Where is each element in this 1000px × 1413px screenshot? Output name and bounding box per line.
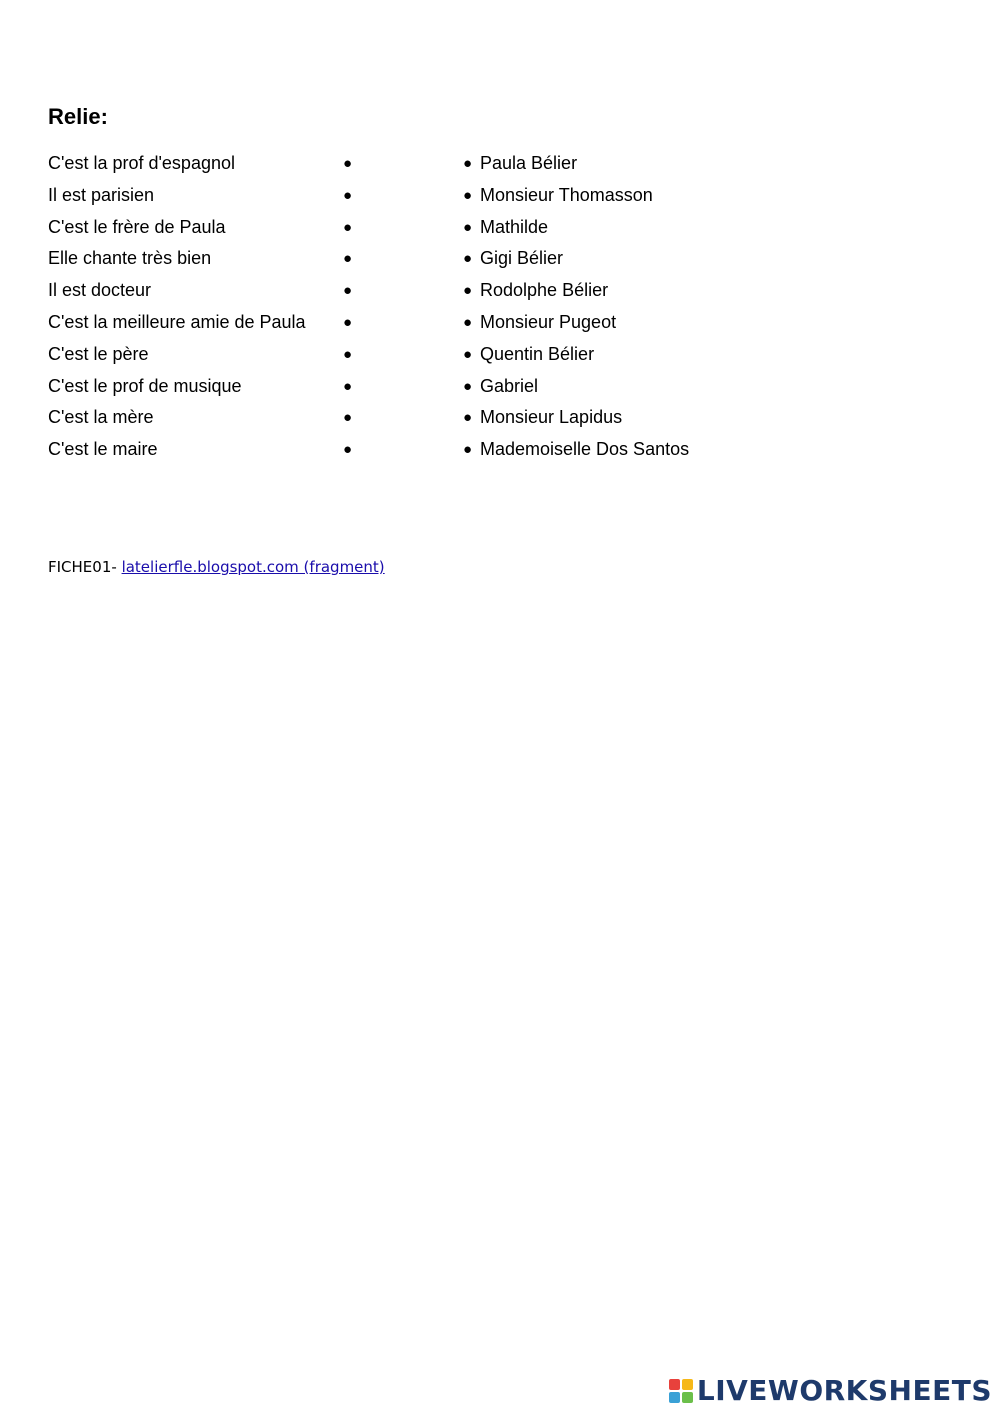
matching-row (0, 148, 1000, 180)
right-character-name: Monsieur Thomasson (480, 184, 653, 205)
left-connector-dot[interactable]: ● (343, 377, 353, 395)
right-connector-dot[interactable]: ● (463, 377, 473, 395)
left-statement: C'est le frère de Paula (48, 216, 226, 237)
left-connector-dot[interactable]: ● (343, 218, 353, 236)
left-connector-dot[interactable]: ● (343, 155, 353, 172)
right-character-name: Rodolphe Bélier (480, 280, 609, 301)
right-character-name: Quentin Bélier (480, 343, 595, 364)
liveworksheets-logo-icon (669, 1379, 693, 1403)
left-connector-dot[interactable]: ● (343, 345, 353, 363)
left-statement: Il est parisien (48, 184, 155, 205)
worksheet-title: Relie: (48, 104, 108, 129)
right-connector-dot[interactable]: ● (463, 409, 473, 427)
matching-row (0, 307, 1000, 339)
left-statement: Il est docteur (48, 280, 152, 301)
left-statement: C'est la mère (48, 407, 154, 428)
source-credit (48, 558, 385, 576)
matching-row (0, 243, 1000, 275)
right-character-name: Paula Bélier (480, 153, 578, 173)
right-connector-dot[interactable]: ● (463, 345, 473, 363)
matching-row (0, 180, 1000, 212)
logo-tile-green (682, 1392, 693, 1403)
right-connector-dot[interactable]: ● (463, 155, 473, 172)
matching-row (0, 212, 1000, 244)
right-connector-dot[interactable]: ● (463, 441, 473, 459)
right-character-name: Gabriel (480, 375, 539, 396)
right-connector-dot[interactable]: ● (463, 313, 473, 331)
brand-name: LIVEWORKSHEETS (696, 1374, 992, 1407)
source-link[interactable]: latelierfle.blogspot.com (fragment) (121, 558, 385, 576)
left-statement: C'est la prof d'espagnol (48, 153, 235, 173)
left-statement: C'est le prof de musique (48, 375, 242, 396)
left-connector-dot[interactable]: ● (343, 186, 353, 204)
right-character-name: Monsieur Lapidus (480, 407, 623, 428)
left-statement: C'est le maire (48, 439, 158, 460)
matching-row (0, 402, 1000, 434)
left-statement: C'est le père (48, 343, 149, 364)
right-connector-dot[interactable]: ● (463, 250, 473, 268)
matching-row (0, 371, 1000, 403)
logo-tile-yellow (682, 1379, 693, 1390)
left-connector-dot[interactable]: ● (343, 441, 353, 459)
left-connector-dot[interactable]: ● (343, 409, 353, 427)
matching-row (0, 434, 1000, 466)
right-connector-dot[interactable]: ● (463, 218, 473, 236)
matching-row (0, 275, 1000, 307)
left-statement: C'est la meilleure amie de Paula (48, 311, 306, 332)
left-connector-dot[interactable]: ● (343, 282, 353, 300)
right-character-name: Mademoiselle Dos Santos (480, 439, 690, 460)
left-connector-dot[interactable]: ● (343, 250, 353, 268)
right-connector-dot[interactable]: ● (463, 186, 473, 204)
right-character-name: Monsieur Pugeot (480, 311, 617, 332)
source-prefix: FICHE01- (48, 558, 122, 576)
left-statement: Elle chante très bien (48, 248, 212, 269)
liveworksheets-brand (669, 1374, 992, 1407)
logo-tile-blue (669, 1392, 680, 1403)
right-character-name: Gigi Bélier (480, 248, 564, 269)
matching-row (0, 339, 1000, 371)
logo-tile-red (669, 1379, 680, 1390)
matching-rows (0, 148, 1000, 466)
right-character-name: Mathilde (480, 216, 549, 237)
right-connector-dot[interactable]: ● (463, 282, 473, 300)
left-connector-dot[interactable]: ● (343, 313, 353, 331)
